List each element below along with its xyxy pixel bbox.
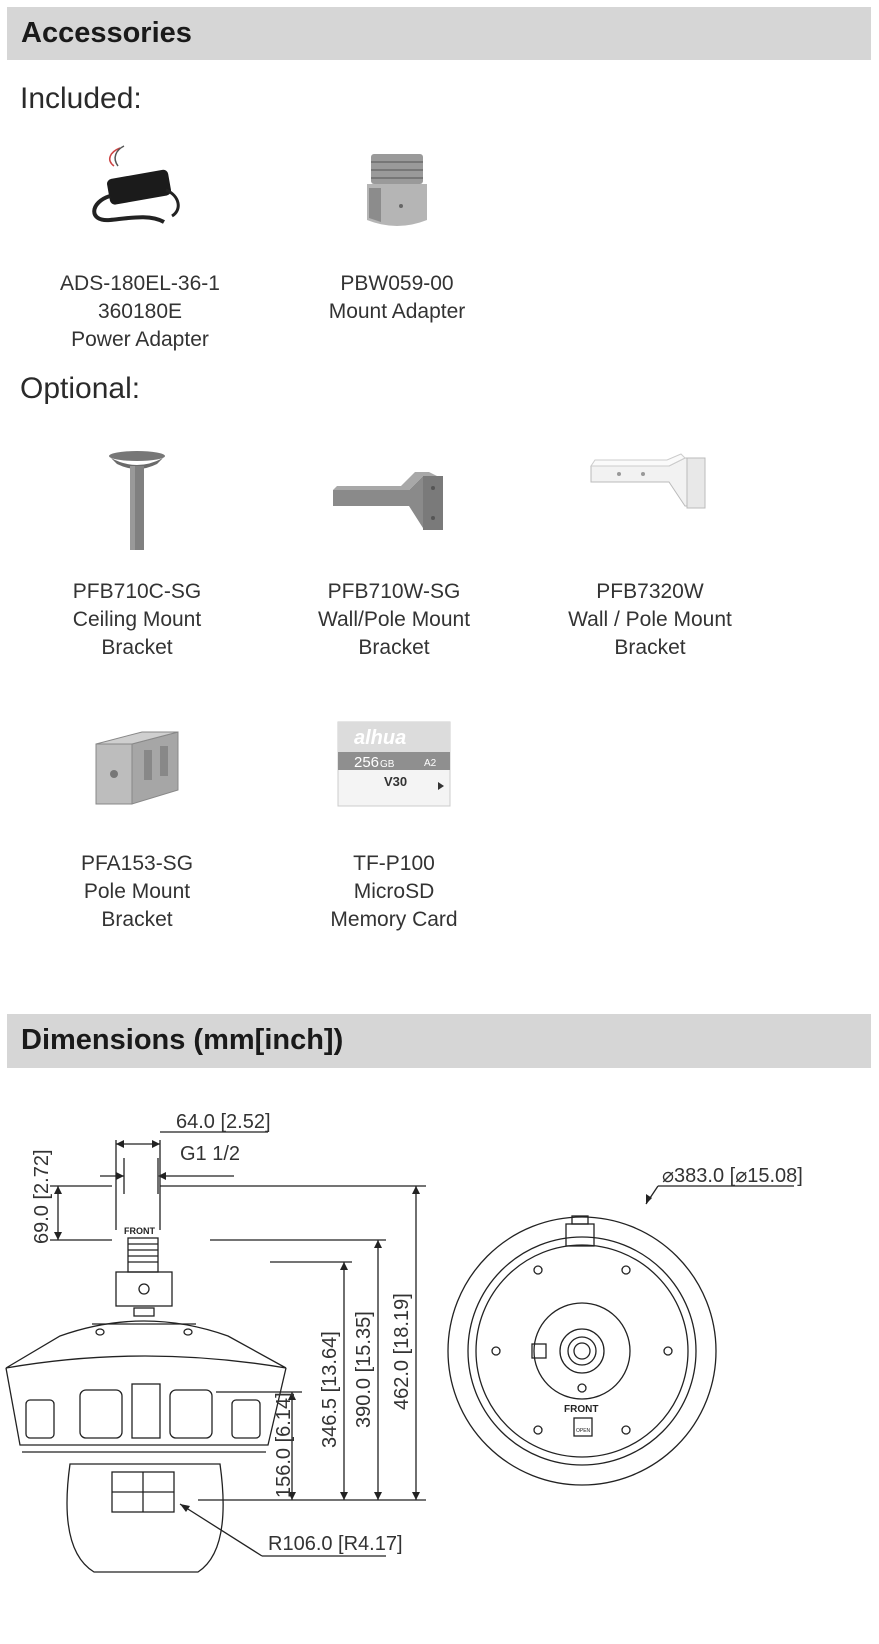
optional-item-pole-mount <box>27 720 247 934</box>
dim-width-top: 64.0 [2.52] <box>176 1111 271 1133</box>
item-model: PFB710W-SG <box>327 580 461 603</box>
ceiling-mount-icon <box>97 448 177 558</box>
sd-speed: V30 <box>384 774 408 789</box>
item-desc: Ceiling Mount <box>72 608 202 631</box>
sd-capacity-unit: GB <box>380 759 395 770</box>
item-desc: Mount Adapter <box>328 300 466 323</box>
included-item-power-adapter <box>30 140 250 354</box>
item-desc: Power Adapter <box>71 328 209 351</box>
dimensions-title: Dimensions (mm[inch]) <box>21 1024 344 1056</box>
dim-h-total: 462.0 [18.19] <box>391 1293 413 1410</box>
item-desc: Memory Card <box>330 908 458 931</box>
item-desc: Bracket <box>614 636 686 659</box>
item-part: 360180E <box>97 300 183 323</box>
front-label-side: FRONT <box>124 1226 155 1236</box>
accessories-title: Accessories <box>21 17 192 49</box>
item-model: PFB7320W <box>596 580 704 603</box>
optional-item-microsd <box>284 720 504 934</box>
sd-capacity: 256 <box>354 754 380 771</box>
dim-h-top: 69.0 [2.72] <box>31 1149 53 1244</box>
item-desc: Bracket <box>101 908 173 931</box>
accessories-header <box>7 7 871 60</box>
dim-h-body: 390.0 [15.35] <box>353 1311 375 1428</box>
optional-heading: Optional: <box>20 372 141 405</box>
pole-mount-icon <box>82 720 192 820</box>
microsd-card-icon <box>334 720 454 810</box>
sd-class: A2 <box>424 758 437 769</box>
front-label-top: FRONT <box>564 1404 599 1415</box>
item-desc: Bracket <box>358 636 430 659</box>
optional-item-wall-pole-mount <box>284 448 504 662</box>
item-desc: MicroSD <box>353 880 435 903</box>
included-item-mount-adapter <box>287 140 507 326</box>
wall-pole-mount-icon <box>329 448 459 548</box>
power-adapter-icon <box>80 140 200 240</box>
wall-mount-white-icon <box>585 448 715 548</box>
dim-h-dome: 156.0 [6.14] <box>273 1392 295 1498</box>
item-model: ADS-180EL-36-1 <box>60 272 220 295</box>
dim-thread: G1 1/2 <box>180 1143 241 1165</box>
item-model: TF-P100 <box>353 852 435 875</box>
dim-h-mid: 346.5 [13.64] <box>319 1331 341 1448</box>
dimensions-drawing <box>0 1110 879 1644</box>
item-desc: Bracket <box>101 636 173 659</box>
included-heading: Included: <box>20 82 142 115</box>
item-model: PFA153-SG <box>80 852 194 875</box>
item-model: PFB710C-SG <box>72 580 202 603</box>
item-desc: Wall/Pole Mount <box>317 608 471 631</box>
dim-diameter: ⌀383.0 [⌀15.08] <box>662 1165 803 1187</box>
dim-radius: R106.0 [R4.17] <box>268 1533 403 1555</box>
item-desc: Wall / Pole Mount <box>568 608 732 631</box>
item-desc: Pole Mount <box>83 880 191 903</box>
item-model: PBW059-00 <box>340 272 454 295</box>
sd-brand: alhua <box>354 727 407 749</box>
optional-item-ceiling-mount <box>27 448 247 662</box>
dimensions-header <box>7 1014 871 1068</box>
optional-item-wall-mount-white <box>540 448 760 662</box>
mount-adapter-icon <box>357 140 437 240</box>
open-label: OPEN <box>576 1428 591 1434</box>
